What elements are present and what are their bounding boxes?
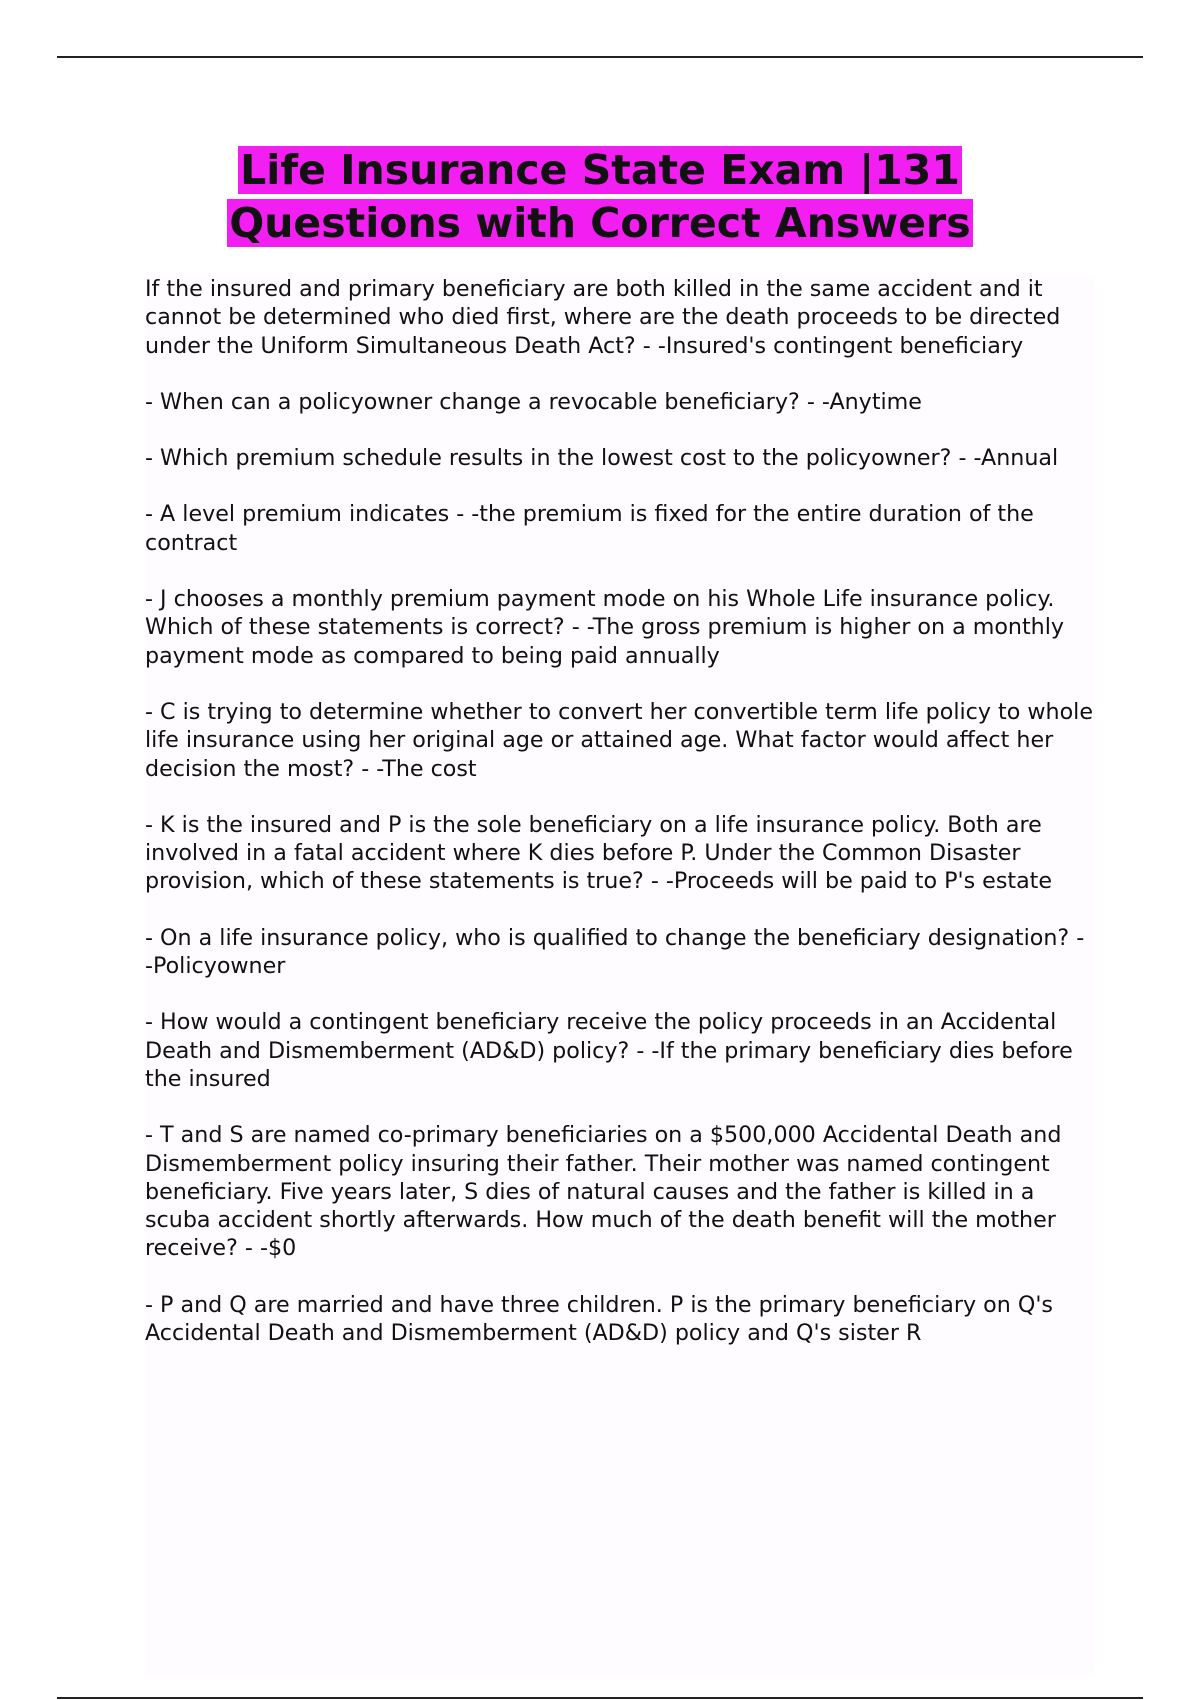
qa-item: - Which premium schedule results in the lowest cost to the policyowner? - -Annual: [145, 445, 1059, 472]
title-line-2: Questions with Correct Answers: [229, 199, 971, 247]
footer-rule: [57, 1697, 1143, 1699]
qa-item: If the insured and primary beneficiary are both killed in the same accident and it cannot be determined who died first, where are the death proceeds to be directed under the Uniform Simultaneous Death Act? - -Insured's contingent beneficiary: [145, 276, 1061, 359]
qa-item: - T and S are named co-primary beneficiaries on a $500,000 Accidental Death and Dismemberment policy insuring their father. Their mother was named contingent beneficiary. Five years later, S dies of natural causes and the father is killed in a scuba accident shortly afterwards. How much of the death benefit will the mother receive? - -$0: [145, 1122, 1062, 1262]
qa-item: - P and Q are married and have three children. P is the primary beneficiary on Q's Accidental Death and Dismemberment (AD&D) policy and Q's sister R: [145, 1291, 1053, 1347]
qa-item: - How would a contingent beneficiary receive the policy proceeds in an Accidental Death and Dismemberment (AD&D) policy? - -If the primary beneficiary dies before the insured: [145, 1009, 1073, 1092]
document-title: [100, 144, 1100, 250]
header-rule: [57, 56, 1143, 58]
qa-item: - A level premium indicates - -the premium is fixed for the entire duration of the contract: [145, 501, 1034, 556]
qa-item: - K is the insured and P is the sole beneficiary on a life insurance policy. Both are involved in a fatal accident where K dies before P. Under the Common Disaster provision, which of these statements is true? - -Proceeds will be paid to P's estate: [145, 811, 1053, 895]
qa-item: - C is trying to determine whether to convert her convertible term life policy to whole life insurance using her original age or attained age. What factor would affect her decision the most? - -The cost: [145, 698, 1093, 782]
qa-item: - On a life insurance policy, who is qualified to change the beneficiary designation? - -Policyowner: [145, 924, 1085, 980]
qa-item: - When can a policyowner change a revocable beneficiary? - -Anytime: [145, 388, 922, 415]
qa-item: - J chooses a monthly premium payment mode on his Whole Life insurance policy. Which of these statements is correct? - -The gross premium is higher on a monthly payment mode as compared to being paid annually: [145, 586, 1065, 669]
title-line-1: Life Insurance State Exam |131: [240, 146, 960, 194]
document-body: [145, 275, 1095, 1675]
